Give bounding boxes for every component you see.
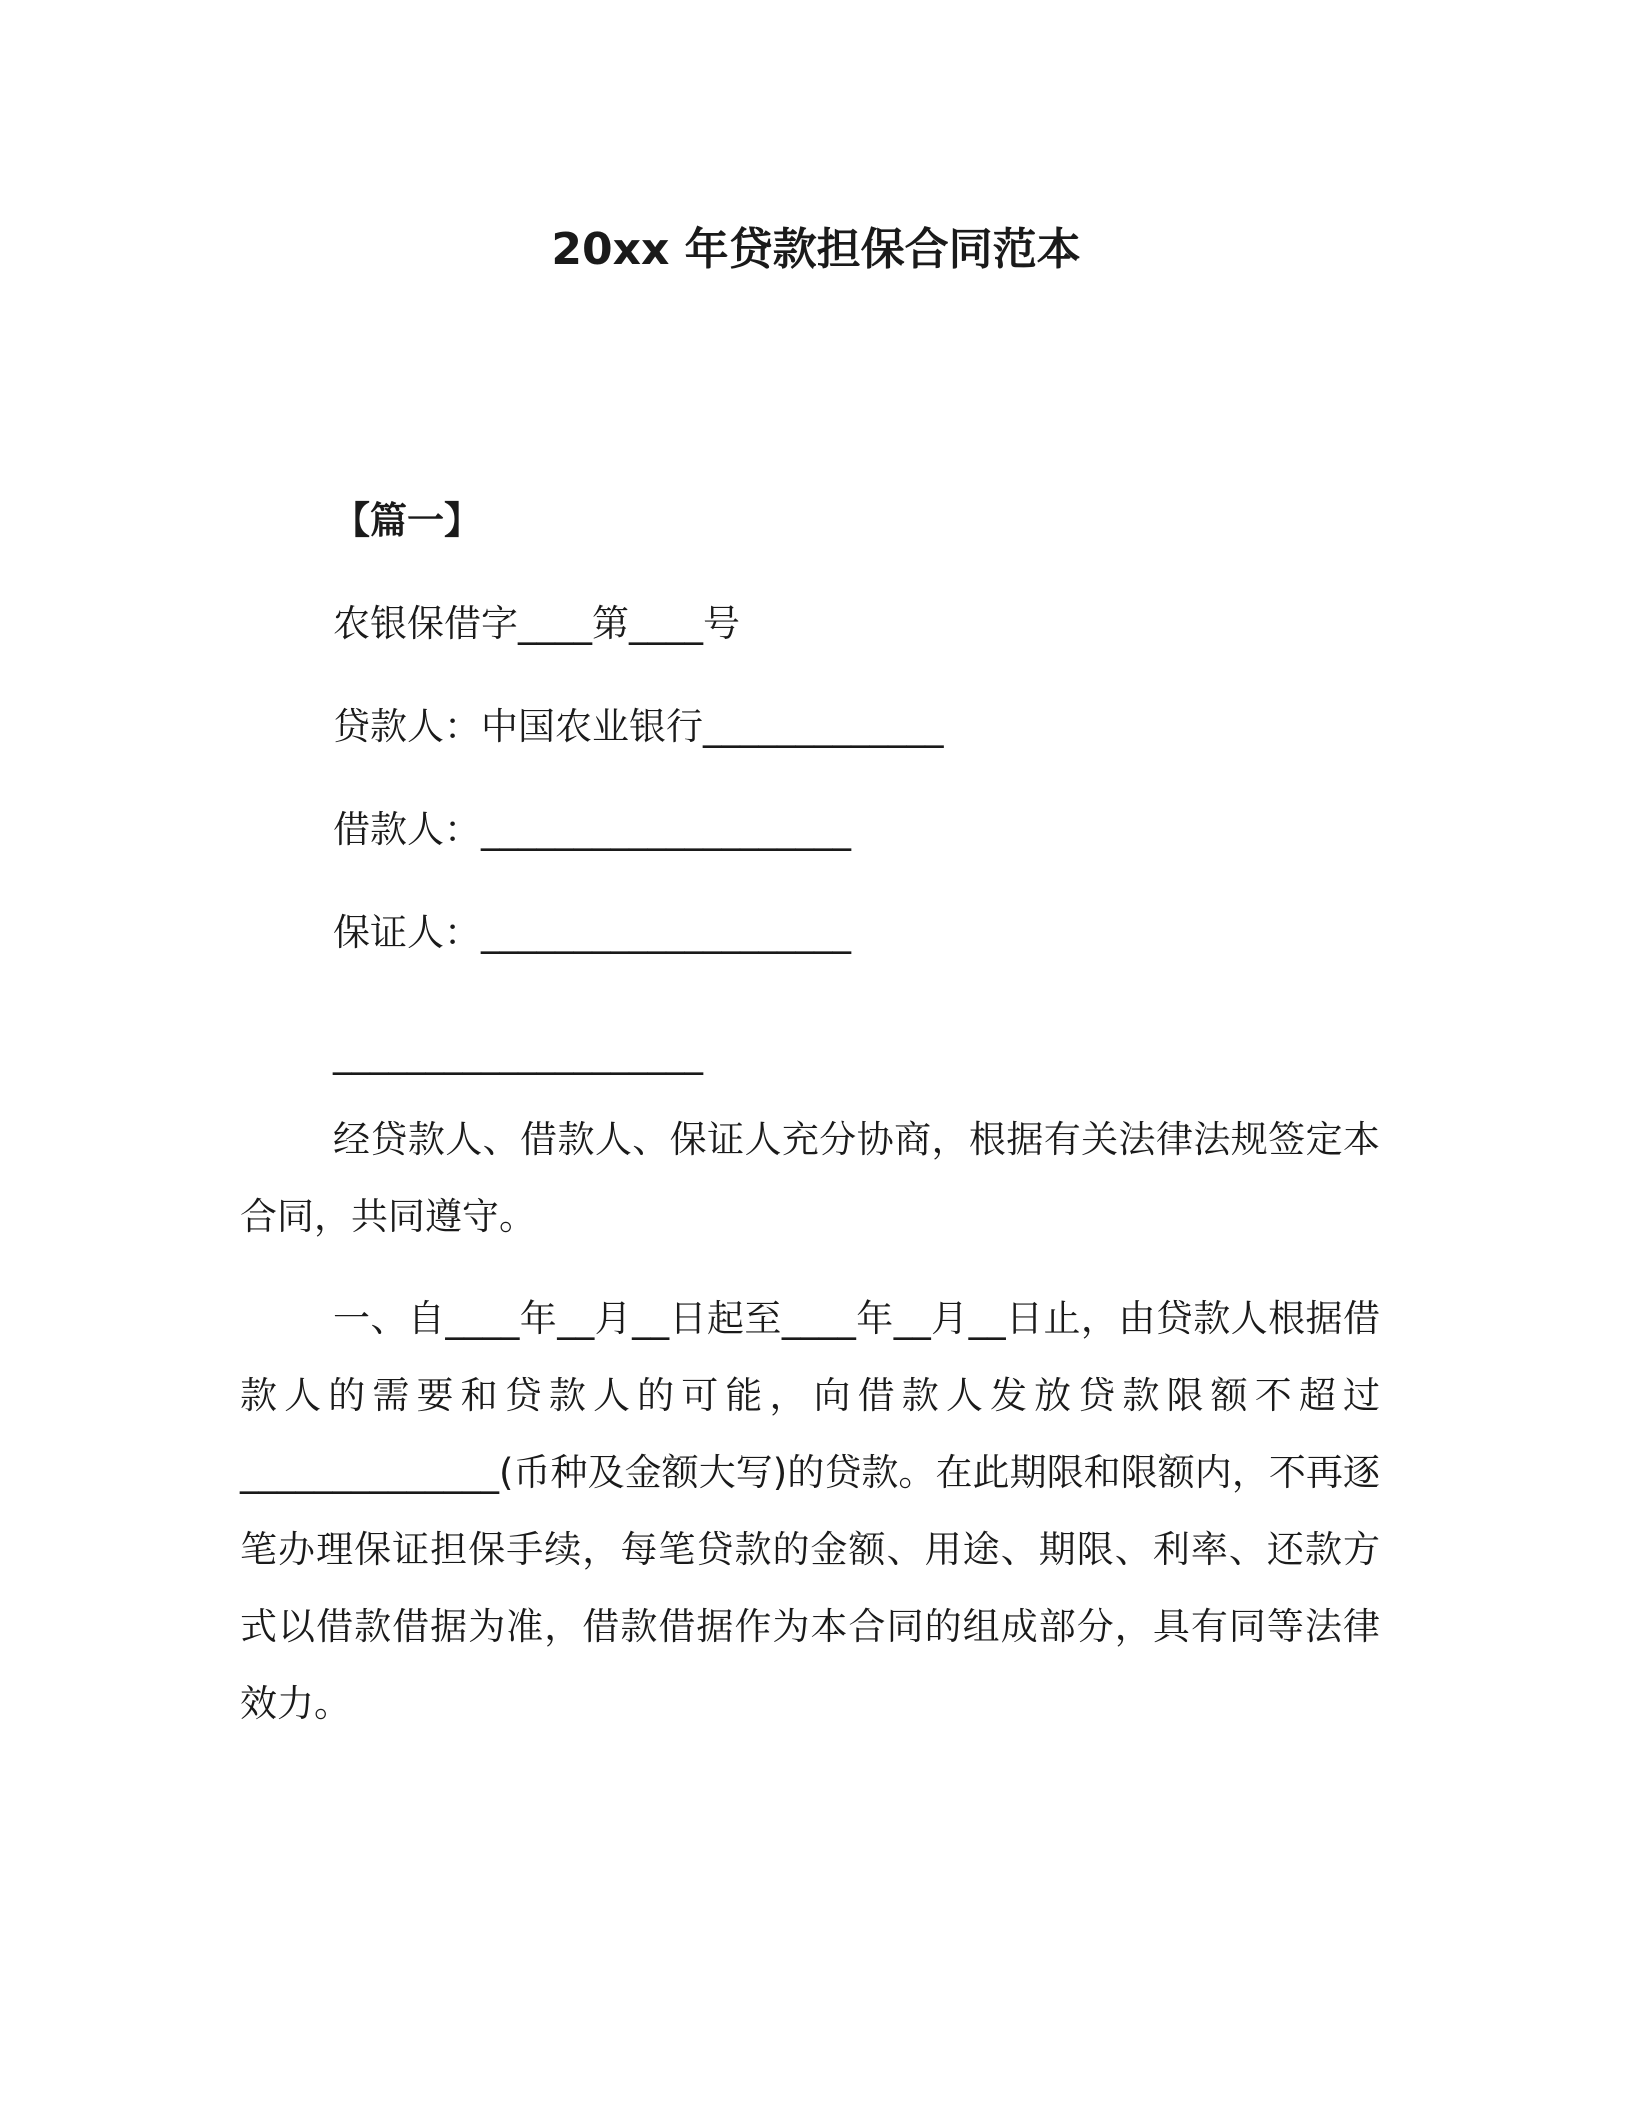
document-title: 20xx 年贷款担保合同范本 xyxy=(551,224,1081,275)
contract-number: 农银保借字____第____号 xyxy=(333,602,740,645)
blank-signature-line: ____________________ xyxy=(333,1032,703,1075)
borrower-line: 借款人：____________________ xyxy=(333,808,851,851)
section-label: 【篇一】 xyxy=(333,499,481,542)
intro-paragraph: 经贷款人、借款人、保证人充分协商，根据有关法律法规签定本合同，共同遵守。 xyxy=(240,1118,1380,1238)
lender-line: 贷款人：中国农业银行_____________ xyxy=(333,705,944,748)
guarantor-line: 保证人：____________________ xyxy=(333,911,851,954)
clause-1-paragraph: 一、自____年__月__日起至____年__月__日止，由贷款人根据借款人的需要和贷款人的可能，向借款人发放贷款限额不超过______________(币种及金额大写)的贷款。在此期限和限额内，不再逐笔办理保证担保手续，每笔贷款的金额、用途、期限、利率、还款方式以借款借据为准，借款借据作为本合同的组成部分，具有同等法律效力。 xyxy=(240,1297,1380,1725)
